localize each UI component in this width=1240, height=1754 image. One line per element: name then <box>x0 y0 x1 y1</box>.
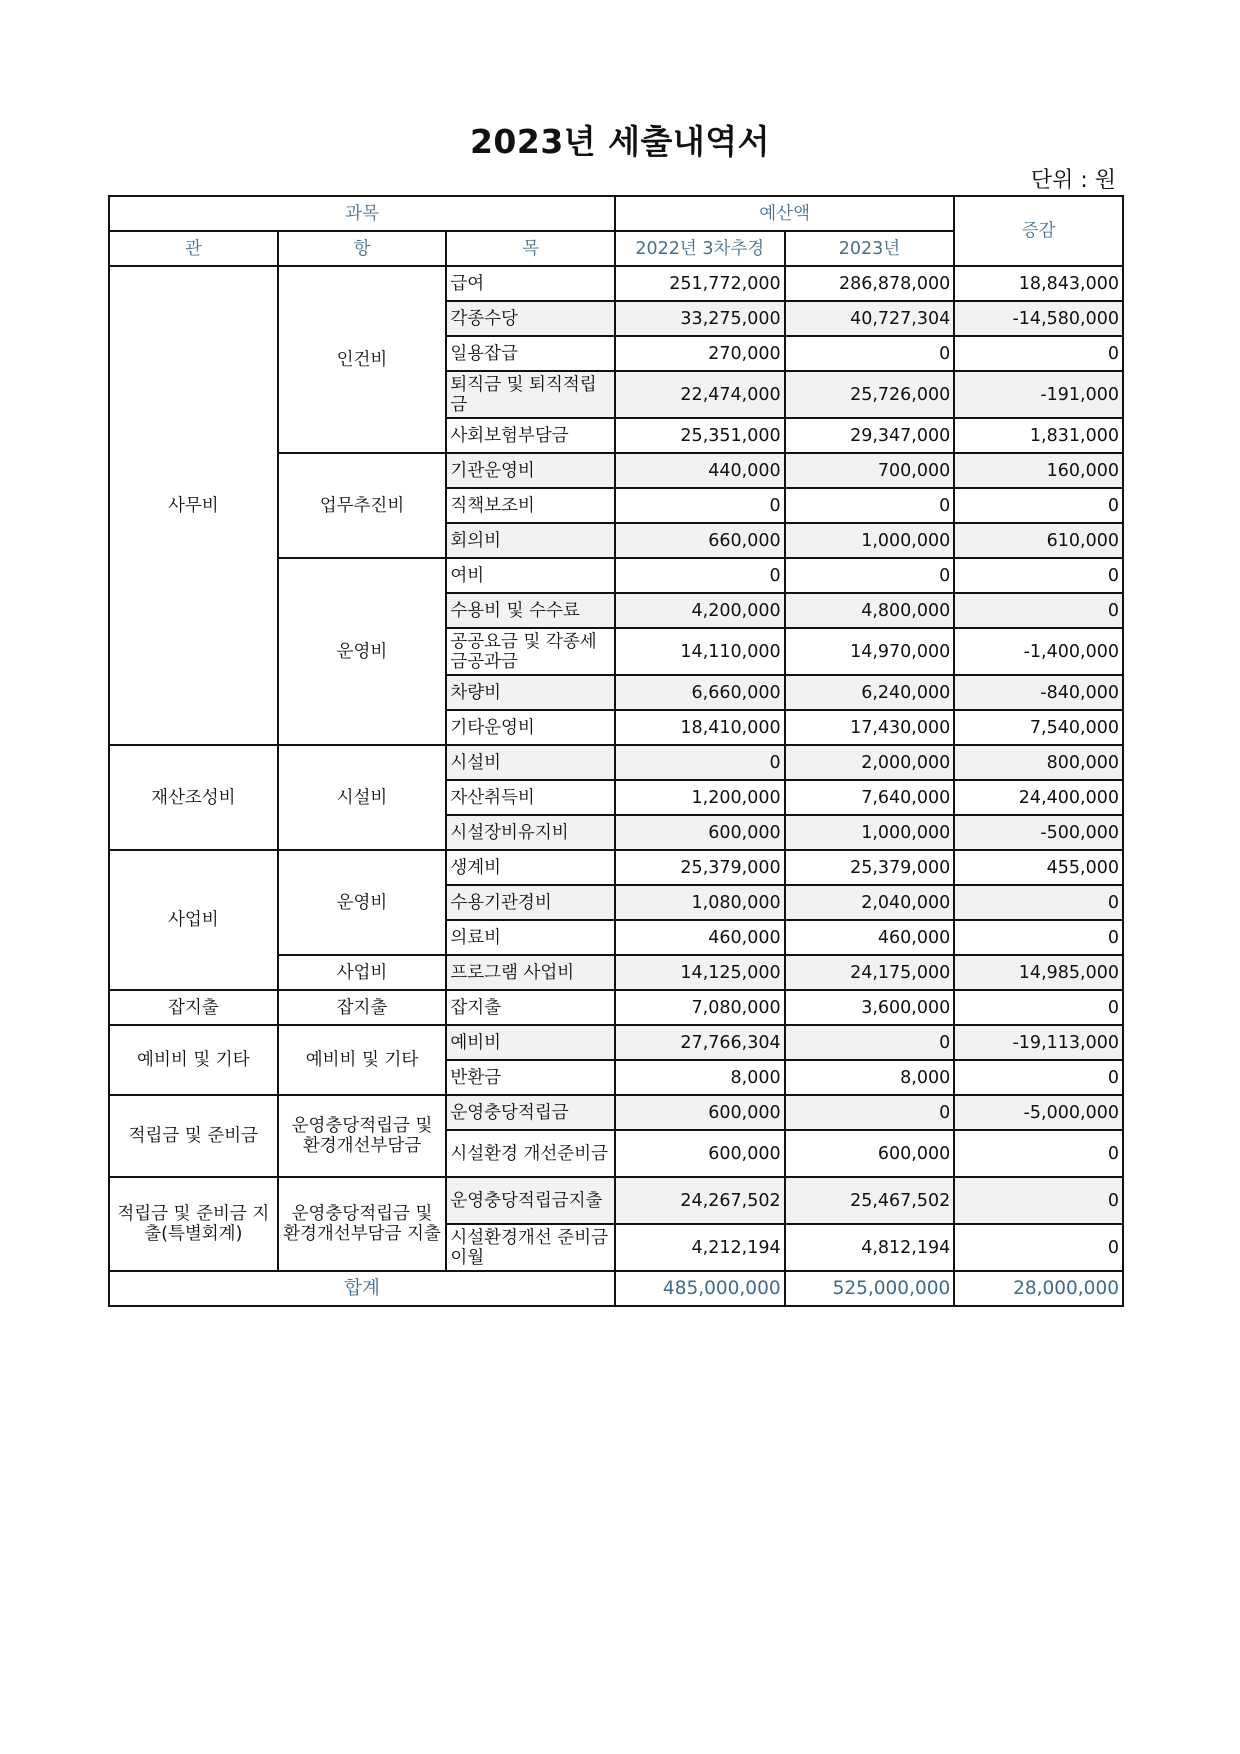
curr-amount: 286,878,000 <box>785 266 955 301</box>
item-name: 퇴직금 및 퇴직적립금 <box>446 371 615 418</box>
header-prev: 2022년 3차추경 <box>615 231 785 266</box>
change-amount: 455,000 <box>954 850 1123 885</box>
change-amount: 800,000 <box>954 745 1123 780</box>
curr-amount: 40,727,304 <box>785 301 955 336</box>
page-title: 2023년 세출내역서 <box>469 122 771 161</box>
prev-amount: 600,000 <box>615 815 785 850</box>
curr-amount: 0 <box>785 336 955 371</box>
item-name: 운영충당적립금 <box>446 1095 615 1130</box>
curr-amount: 0 <box>785 1025 955 1060</box>
prev-amount: 0 <box>615 488 785 523</box>
item-name: 의료비 <box>446 920 615 955</box>
item-name: 수용비 및 수수료 <box>446 593 615 628</box>
change-amount: 1,831,000 <box>954 418 1123 453</box>
item-name: 차량비 <box>446 675 615 710</box>
item-name: 공공요금 및 각종세금공과금 <box>446 628 615 675</box>
change-amount: 0 <box>954 593 1123 628</box>
change-amount: 24,400,000 <box>954 780 1123 815</box>
change-amount: 0 <box>954 920 1123 955</box>
curr-amount: 8,000 <box>785 1060 955 1095</box>
header-mok: 목 <box>446 231 615 266</box>
subgroup-label: 사업비 <box>278 955 447 990</box>
subgroup-label: 예비비 및 기타 <box>278 1025 447 1095</box>
prev-amount: 0 <box>615 745 785 780</box>
curr-amount: 6,240,000 <box>785 675 955 710</box>
curr-amount: 0 <box>785 1095 955 1130</box>
prev-amount: 14,110,000 <box>615 628 785 675</box>
curr-amount: 1,000,000 <box>785 523 955 558</box>
change-amount: 0 <box>954 488 1123 523</box>
prev-amount: 25,379,000 <box>615 850 785 885</box>
subgroup-label: 잡지출 <box>278 990 447 1025</box>
prev-amount: 1,080,000 <box>615 885 785 920</box>
change-amount: -5,000,000 <box>954 1095 1123 1130</box>
group-label: 적립금 및 준비금 <box>109 1095 278 1177</box>
item-name: 사회보험부담금 <box>446 418 615 453</box>
item-name: 시설환경개선 준비금 이월 <box>446 1224 615 1271</box>
change-amount: 0 <box>954 1224 1123 1271</box>
change-amount: 18,843,000 <box>954 266 1123 301</box>
item-name: 시설장비유지비 <box>446 815 615 850</box>
curr-amount: 29,347,000 <box>785 418 955 453</box>
header-subject: 과목 <box>109 196 615 231</box>
header-gwan: 관 <box>109 231 278 266</box>
curr-amount: 4,800,000 <box>785 593 955 628</box>
change-amount: 610,000 <box>954 523 1123 558</box>
prev-amount: 1,200,000 <box>615 780 785 815</box>
table-row <box>109 1095 1123 1130</box>
change-amount: 0 <box>954 336 1123 371</box>
prev-amount: 25,351,000 <box>615 418 785 453</box>
curr-amount: 2,040,000 <box>785 885 955 920</box>
curr-amount: 700,000 <box>785 453 955 488</box>
curr-amount: 7,640,000 <box>785 780 955 815</box>
prev-amount: 8,000 <box>615 1060 785 1095</box>
curr-amount: 4,812,194 <box>785 1224 955 1271</box>
item-name: 기관운영비 <box>446 453 615 488</box>
curr-amount: 25,726,000 <box>785 371 955 418</box>
total-change: 28,000,000 <box>954 1271 1123 1306</box>
item-name: 생계비 <box>446 850 615 885</box>
subgroup-label: 운영비 <box>278 850 447 955</box>
total-prev: 485,000,000 <box>615 1271 785 1306</box>
subgroup-label: 운영충당적립금 및 환경개선부담금 <box>278 1095 447 1177</box>
prev-amount: 4,200,000 <box>615 593 785 628</box>
curr-amount: 25,379,000 <box>785 850 955 885</box>
header-curr: 2023년 <box>785 231 955 266</box>
expenditure-table <box>108 195 1124 1307</box>
group-label: 재산조성비 <box>109 745 278 850</box>
item-name: 일용잡급 <box>446 336 615 371</box>
table-row <box>109 1177 1123 1224</box>
item-name: 잡지출 <box>446 990 615 1025</box>
change-amount: -19,113,000 <box>954 1025 1123 1060</box>
subgroup-label: 운영충당적립금 및 환경개선부담금 지출 <box>278 1177 447 1271</box>
change-amount: 0 <box>954 885 1123 920</box>
prev-amount: 600,000 <box>615 1130 785 1177</box>
item-name: 시설비 <box>446 745 615 780</box>
prev-amount: 27,766,304 <box>615 1025 785 1060</box>
group-label: 잡지출 <box>109 990 278 1025</box>
item-name: 여비 <box>446 558 615 593</box>
item-name: 프로그램 사업비 <box>446 955 615 990</box>
header-hang: 항 <box>278 231 447 266</box>
prev-amount: 22,474,000 <box>615 371 785 418</box>
prev-amount: 4,212,194 <box>615 1224 785 1271</box>
prev-amount: 440,000 <box>615 453 785 488</box>
change-amount: -500,000 <box>954 815 1123 850</box>
change-amount: -191,000 <box>954 371 1123 418</box>
curr-amount: 0 <box>785 558 955 593</box>
prev-amount: 270,000 <box>615 336 785 371</box>
curr-amount: 600,000 <box>785 1130 955 1177</box>
item-name: 예비비 <box>446 1025 615 1060</box>
table-row <box>109 1025 1123 1060</box>
prev-amount: 460,000 <box>615 920 785 955</box>
subgroup-label: 운영비 <box>278 558 447 745</box>
group-label: 적립금 및 준비금 지출(특별회계) <box>109 1177 278 1271</box>
prev-amount: 7,080,000 <box>615 990 785 1025</box>
group-label: 예비비 및 기타 <box>109 1025 278 1095</box>
item-name: 자산취득비 <box>446 780 615 815</box>
change-amount: 0 <box>954 1060 1123 1095</box>
curr-amount: 0 <box>785 488 955 523</box>
group-label: 사무비 <box>109 266 278 745</box>
group-label: 사업비 <box>109 850 278 990</box>
total-curr: 525,000,000 <box>785 1271 955 1306</box>
change-amount: 0 <box>954 558 1123 593</box>
subgroup-label: 업무추진비 <box>278 453 447 558</box>
total-row <box>109 1271 1123 1306</box>
prev-amount: 600,000 <box>615 1095 785 1130</box>
change-amount: -840,000 <box>954 675 1123 710</box>
change-amount: 0 <box>954 990 1123 1025</box>
item-name: 시설환경 개선준비금 <box>446 1130 615 1177</box>
item-name: 직책보조비 <box>446 488 615 523</box>
subgroup-label: 시설비 <box>278 745 447 850</box>
table-row <box>109 745 1123 780</box>
prev-amount: 0 <box>615 558 785 593</box>
change-amount: 0 <box>954 1177 1123 1224</box>
prev-amount: 33,275,000 <box>615 301 785 336</box>
change-amount: 7,540,000 <box>954 710 1123 745</box>
table-row <box>109 990 1123 1025</box>
curr-amount: 17,430,000 <box>785 710 955 745</box>
curr-amount: 24,175,000 <box>785 955 955 990</box>
item-name: 급여 <box>446 266 615 301</box>
curr-amount: 14,970,000 <box>785 628 955 675</box>
curr-amount: 1,000,000 <box>785 815 955 850</box>
header-change: 증감 <box>954 196 1123 266</box>
total-label: 합계 <box>109 1271 615 1306</box>
prev-amount: 18,410,000 <box>615 710 785 745</box>
unit-label: 단위 : 원 <box>1030 168 1116 193</box>
change-amount: 0 <box>954 1130 1123 1177</box>
item-name: 회의비 <box>446 523 615 558</box>
change-amount: 160,000 <box>954 453 1123 488</box>
subgroup-label: 인건비 <box>278 266 447 453</box>
table-row <box>109 850 1123 885</box>
prev-amount: 14,125,000 <box>615 955 785 990</box>
item-name: 운영충당적립금지출 <box>446 1177 615 1224</box>
item-name: 수용기관경비 <box>446 885 615 920</box>
prev-amount: 660,000 <box>615 523 785 558</box>
change-amount: -14,580,000 <box>954 301 1123 336</box>
prev-amount: 24,267,502 <box>615 1177 785 1224</box>
prev-amount: 6,660,000 <box>615 675 785 710</box>
curr-amount: 3,600,000 <box>785 990 955 1025</box>
item-name: 각종수당 <box>446 301 615 336</box>
item-name: 반환금 <box>446 1060 615 1095</box>
prev-amount: 251,772,000 <box>615 266 785 301</box>
curr-amount: 460,000 <box>785 920 955 955</box>
curr-amount: 2,000,000 <box>785 745 955 780</box>
item-name: 기타운영비 <box>446 710 615 745</box>
change-amount: 14,985,000 <box>954 955 1123 990</box>
header-budget: 예산액 <box>615 196 954 231</box>
table-row <box>109 266 1123 301</box>
change-amount: -1,400,000 <box>954 628 1123 675</box>
curr-amount: 25,467,502 <box>785 1177 955 1224</box>
